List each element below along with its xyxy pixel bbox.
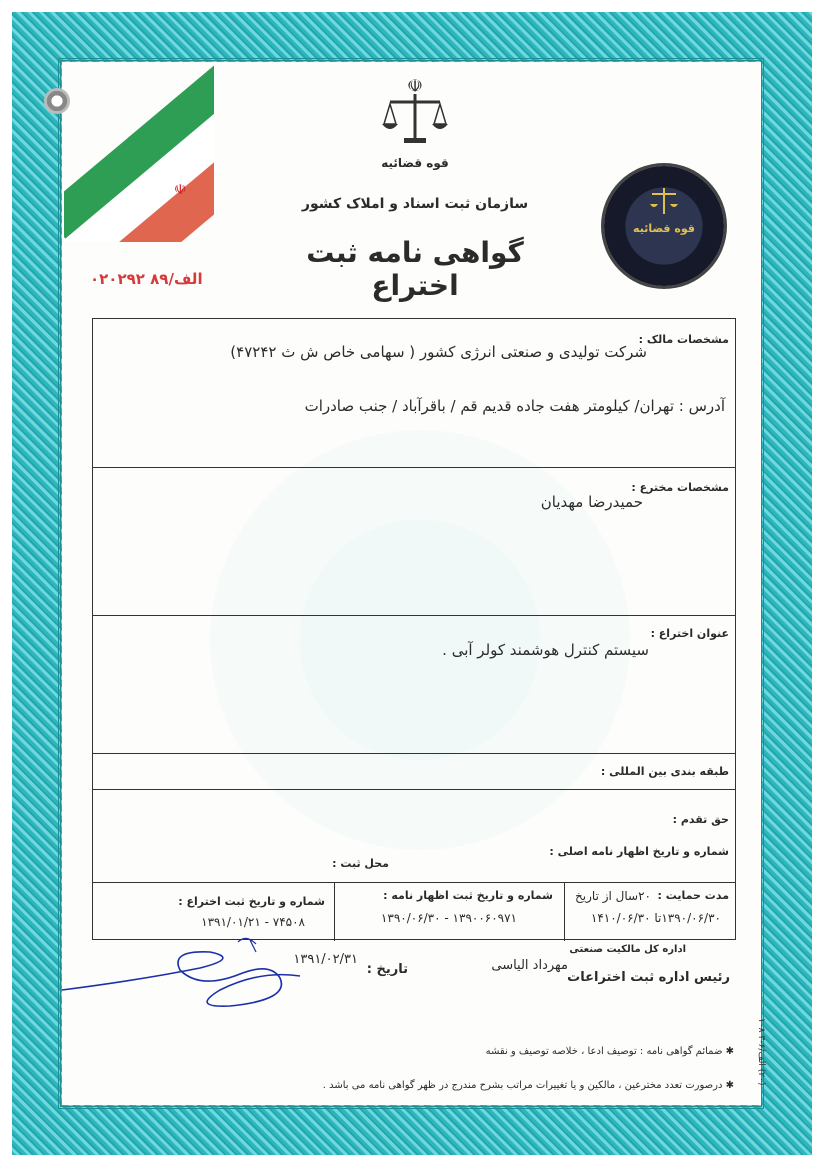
divider (93, 789, 735, 790)
protection-value-2: ۱۳۹۰/۰۶/۳۰تا ۱۴۱۰/۰۶/۳۰ (590, 911, 721, 925)
declaration-value: ۱۳۹۰۰۶۰۹۷۱ - ۱۳۹۰/۰۶/۳۰ (380, 911, 517, 925)
seal-text: قوه قضائیه (633, 222, 695, 235)
owner-address: آدرس : تهران/ کیلومتر هفت جاده قدیم قم / باقرآباد / جنب صادرات (304, 397, 725, 415)
serial-number: ۰۲۰۲۹۲ الف/۸۹ (90, 270, 203, 288)
priority-label: حق تقدم : (672, 813, 729, 826)
inventor-name: حمیدرضا مهدیان (540, 493, 643, 511)
inventor-label: مشخصات مخترع : (631, 481, 729, 494)
attachments-note-text: ضمائم گواهی نامه : توصیف ادعا ، خلاصه توصیف و نقشه (485, 1046, 723, 1057)
date-label: تاریخ : (366, 962, 408, 977)
divider (93, 753, 735, 754)
changes-note-text: درصورت تعدد مخترعین ، مالکین و یا تغییرات مراتب بشرح مندرج در ظهر گواهی نامه می باشد . (322, 1080, 723, 1091)
attachments-note (486, 1046, 734, 1057)
scales-of-justice-icon (380, 72, 450, 152)
judiciary-label: قوه قضائیه (381, 156, 449, 170)
iran-flag-ribbon (64, 62, 214, 242)
protection-label: مدت حمایت : (657, 889, 729, 902)
classification-label: طبقه بندی بین المللی : (600, 765, 729, 778)
column-divider (564, 882, 565, 941)
invention-label: عنوان اختراع : (650, 627, 729, 640)
owner-label: مشخصات مالک : (638, 333, 729, 346)
invention-registration-label: شماره و تاریخ ثبت اختراع : (178, 895, 325, 908)
bullet-icon: ✱ (722, 1080, 734, 1091)
bullet-icon: ✱ (722, 1046, 734, 1057)
organization-name: سازمان ثبت اسناد و املاک کشور (301, 196, 529, 212)
office-title: رئیس اداره ثبت اختراعات (567, 970, 730, 985)
handwritten-signature (60, 930, 310, 1010)
svg-text:☫: ☫ (406, 76, 424, 97)
date-value: ۱۳۹۱/۰۲/۳۱ (293, 952, 358, 967)
changes-note (323, 1080, 734, 1091)
hologram-seal (604, 166, 724, 286)
invention-title: سیستم کنترل هوشمند کولر آبی . (442, 641, 649, 659)
divider (93, 882, 735, 883)
protection-value-1: ۲۰سال از تاریخ (575, 889, 651, 903)
seal-scales-icon (648, 184, 680, 218)
original-application-label: شماره و تاریخ اظهار نامه اصلی : (549, 845, 729, 858)
certificate-details-box (92, 318, 736, 940)
registration-place-label: محل ثبت : (332, 857, 389, 870)
divider (93, 467, 735, 468)
flag-emblem-icon: ☫ (174, 182, 187, 198)
officer-name: مهرداد الیاسی (491, 958, 568, 973)
owner-name: شرکت تولیدی و صنعتی انرژی کشور ( سهامی خاص ش ث ۴۷۲۴۲) (230, 343, 647, 361)
declaration-label: شماره و تاریخ ثبت اظهار نامه : (383, 889, 553, 902)
divider (93, 615, 735, 616)
invention-registration-value: ۷۴۵۰۸ - ۱۳۹۱/۰۱/۲۱ (201, 915, 305, 929)
side-form-code: (۲۰) الف/۶-۳ ۱۰۸ (756, 1018, 766, 1086)
office-line: اداره کل مالکیت صنعتی (569, 944, 686, 955)
column-divider (334, 882, 335, 941)
certificate-title: گواهی نامه ثبت اختراع (306, 236, 524, 302)
